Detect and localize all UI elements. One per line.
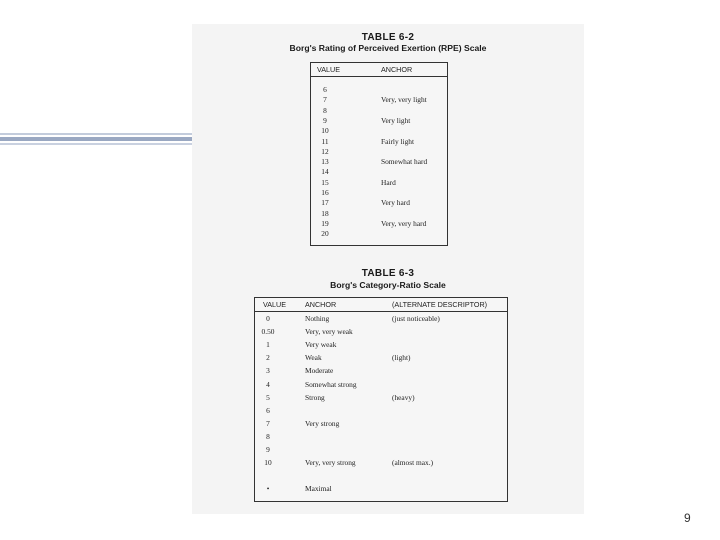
cell-value: 6 xyxy=(266,405,270,415)
cell-value: 3 xyxy=(266,366,270,376)
table-header xyxy=(311,63,447,77)
decor-bar xyxy=(0,137,192,141)
table-row xyxy=(311,167,447,177)
table-row xyxy=(311,126,447,136)
cell-anchor: Very hard xyxy=(381,198,410,208)
decor-bar xyxy=(0,133,192,135)
table-row xyxy=(311,116,447,126)
table-row xyxy=(255,340,507,350)
col-header-value: VALUE xyxy=(263,300,287,309)
cell-anchor: Nothing xyxy=(305,314,330,323)
cell-value: 6 xyxy=(323,85,327,94)
table-6-3-number: TABLE 6-3 xyxy=(361,268,415,279)
cell-value: 7 xyxy=(323,95,327,105)
table-row xyxy=(311,85,447,95)
cell-value: 9 xyxy=(323,115,327,125)
cell-anchor: Hard xyxy=(381,177,396,187)
cell-anchor: Very, very light xyxy=(381,95,427,105)
cell-alt-descriptor: (almost max.) xyxy=(392,458,434,468)
table-row xyxy=(255,458,507,468)
cell-value: 20 xyxy=(321,229,329,239)
cell-anchor: Somewhat strong xyxy=(305,379,357,389)
table-row xyxy=(311,157,447,167)
cell-value: 0 xyxy=(266,314,270,323)
cell-value: 0.50 xyxy=(261,327,275,337)
cell-anchor: Very weak xyxy=(305,340,337,350)
cell-value: 8 xyxy=(323,105,327,115)
cell-value: 9 xyxy=(266,445,270,454)
table-header xyxy=(255,298,507,312)
cell-anchor: Maximal xyxy=(305,484,332,494)
table-row xyxy=(255,366,507,376)
cell-value: 11 xyxy=(321,136,329,146)
table-row xyxy=(311,178,447,188)
table-row xyxy=(311,106,447,116)
cell-value: • xyxy=(266,484,270,494)
cell-value: 4 xyxy=(266,379,270,389)
table-row xyxy=(255,380,507,390)
cell-anchor: Very, very hard xyxy=(381,218,427,228)
cell-anchor: Very, very strong xyxy=(305,458,356,468)
table-row xyxy=(255,419,507,429)
rpe-table xyxy=(310,62,448,246)
cell-alt-descriptor: (heavy) xyxy=(392,392,415,402)
cell-value: 13 xyxy=(321,157,329,167)
cell-value: 16 xyxy=(321,188,329,197)
cell-value: 5 xyxy=(266,392,270,402)
col-header-value: VALUE xyxy=(317,65,341,74)
cell-value: 10 xyxy=(321,126,329,136)
cell-anchor: Very, very weak xyxy=(305,327,353,337)
cell-value: 15 xyxy=(321,177,329,187)
slide-number: 9 xyxy=(684,511,691,525)
table-row xyxy=(255,353,507,363)
decor-bar xyxy=(0,143,192,145)
cell-anchor: Weak xyxy=(305,353,322,363)
table-row xyxy=(311,147,447,157)
col-header-anchor: ANCHOR xyxy=(305,300,337,309)
cell-value: 2 xyxy=(266,353,270,363)
cell-value: 1 xyxy=(266,340,270,350)
table-row xyxy=(255,445,507,455)
cell-value: 12 xyxy=(321,146,329,156)
table-row xyxy=(311,229,447,239)
cr10-table xyxy=(254,297,508,502)
table-row xyxy=(311,95,447,105)
col-header-alt: (ALTERNATE DESCRIPTOR) xyxy=(392,300,488,309)
cell-value: 18 xyxy=(321,208,329,218)
cell-value: 8 xyxy=(266,431,270,441)
table-row xyxy=(255,406,507,416)
cell-alt-descriptor: (light) xyxy=(392,353,411,363)
table-6-3-title: Borg's Category-Ratio Scale xyxy=(330,280,446,290)
table-row xyxy=(255,471,507,481)
table-row xyxy=(311,198,447,208)
cell-anchor: Strong xyxy=(305,392,325,402)
cell-anchor: Somewhat hard xyxy=(381,157,428,167)
cell-value: 19 xyxy=(321,218,329,228)
table-6-2-title: Borg's Rating of Perceived Exertion (RPE) Scale xyxy=(289,43,487,53)
cell-value: 14 xyxy=(321,167,329,177)
cell-anchor: Moderate xyxy=(305,366,334,376)
table-row xyxy=(311,219,447,229)
table-row xyxy=(255,314,507,324)
table-6-2-number: TABLE 6-2 xyxy=(361,32,415,43)
table-row xyxy=(255,393,507,403)
cell-alt-descriptor: (just noticeable) xyxy=(392,314,440,323)
cell-value: 17 xyxy=(321,198,329,208)
col-header-anchor: ANCHOR xyxy=(381,65,413,74)
scanned-page xyxy=(192,24,584,514)
table-row xyxy=(311,137,447,147)
table-row xyxy=(311,188,447,198)
cell-anchor: Very strong xyxy=(305,418,340,428)
cell-anchor: Fairly light xyxy=(381,136,415,146)
cell-value: 7 xyxy=(266,418,270,428)
cell-value: 10 xyxy=(264,458,272,468)
table-row xyxy=(311,209,447,219)
cell-anchor: Very light xyxy=(381,115,411,125)
table-row xyxy=(255,484,507,494)
table-row xyxy=(255,327,507,337)
table-row xyxy=(255,432,507,442)
